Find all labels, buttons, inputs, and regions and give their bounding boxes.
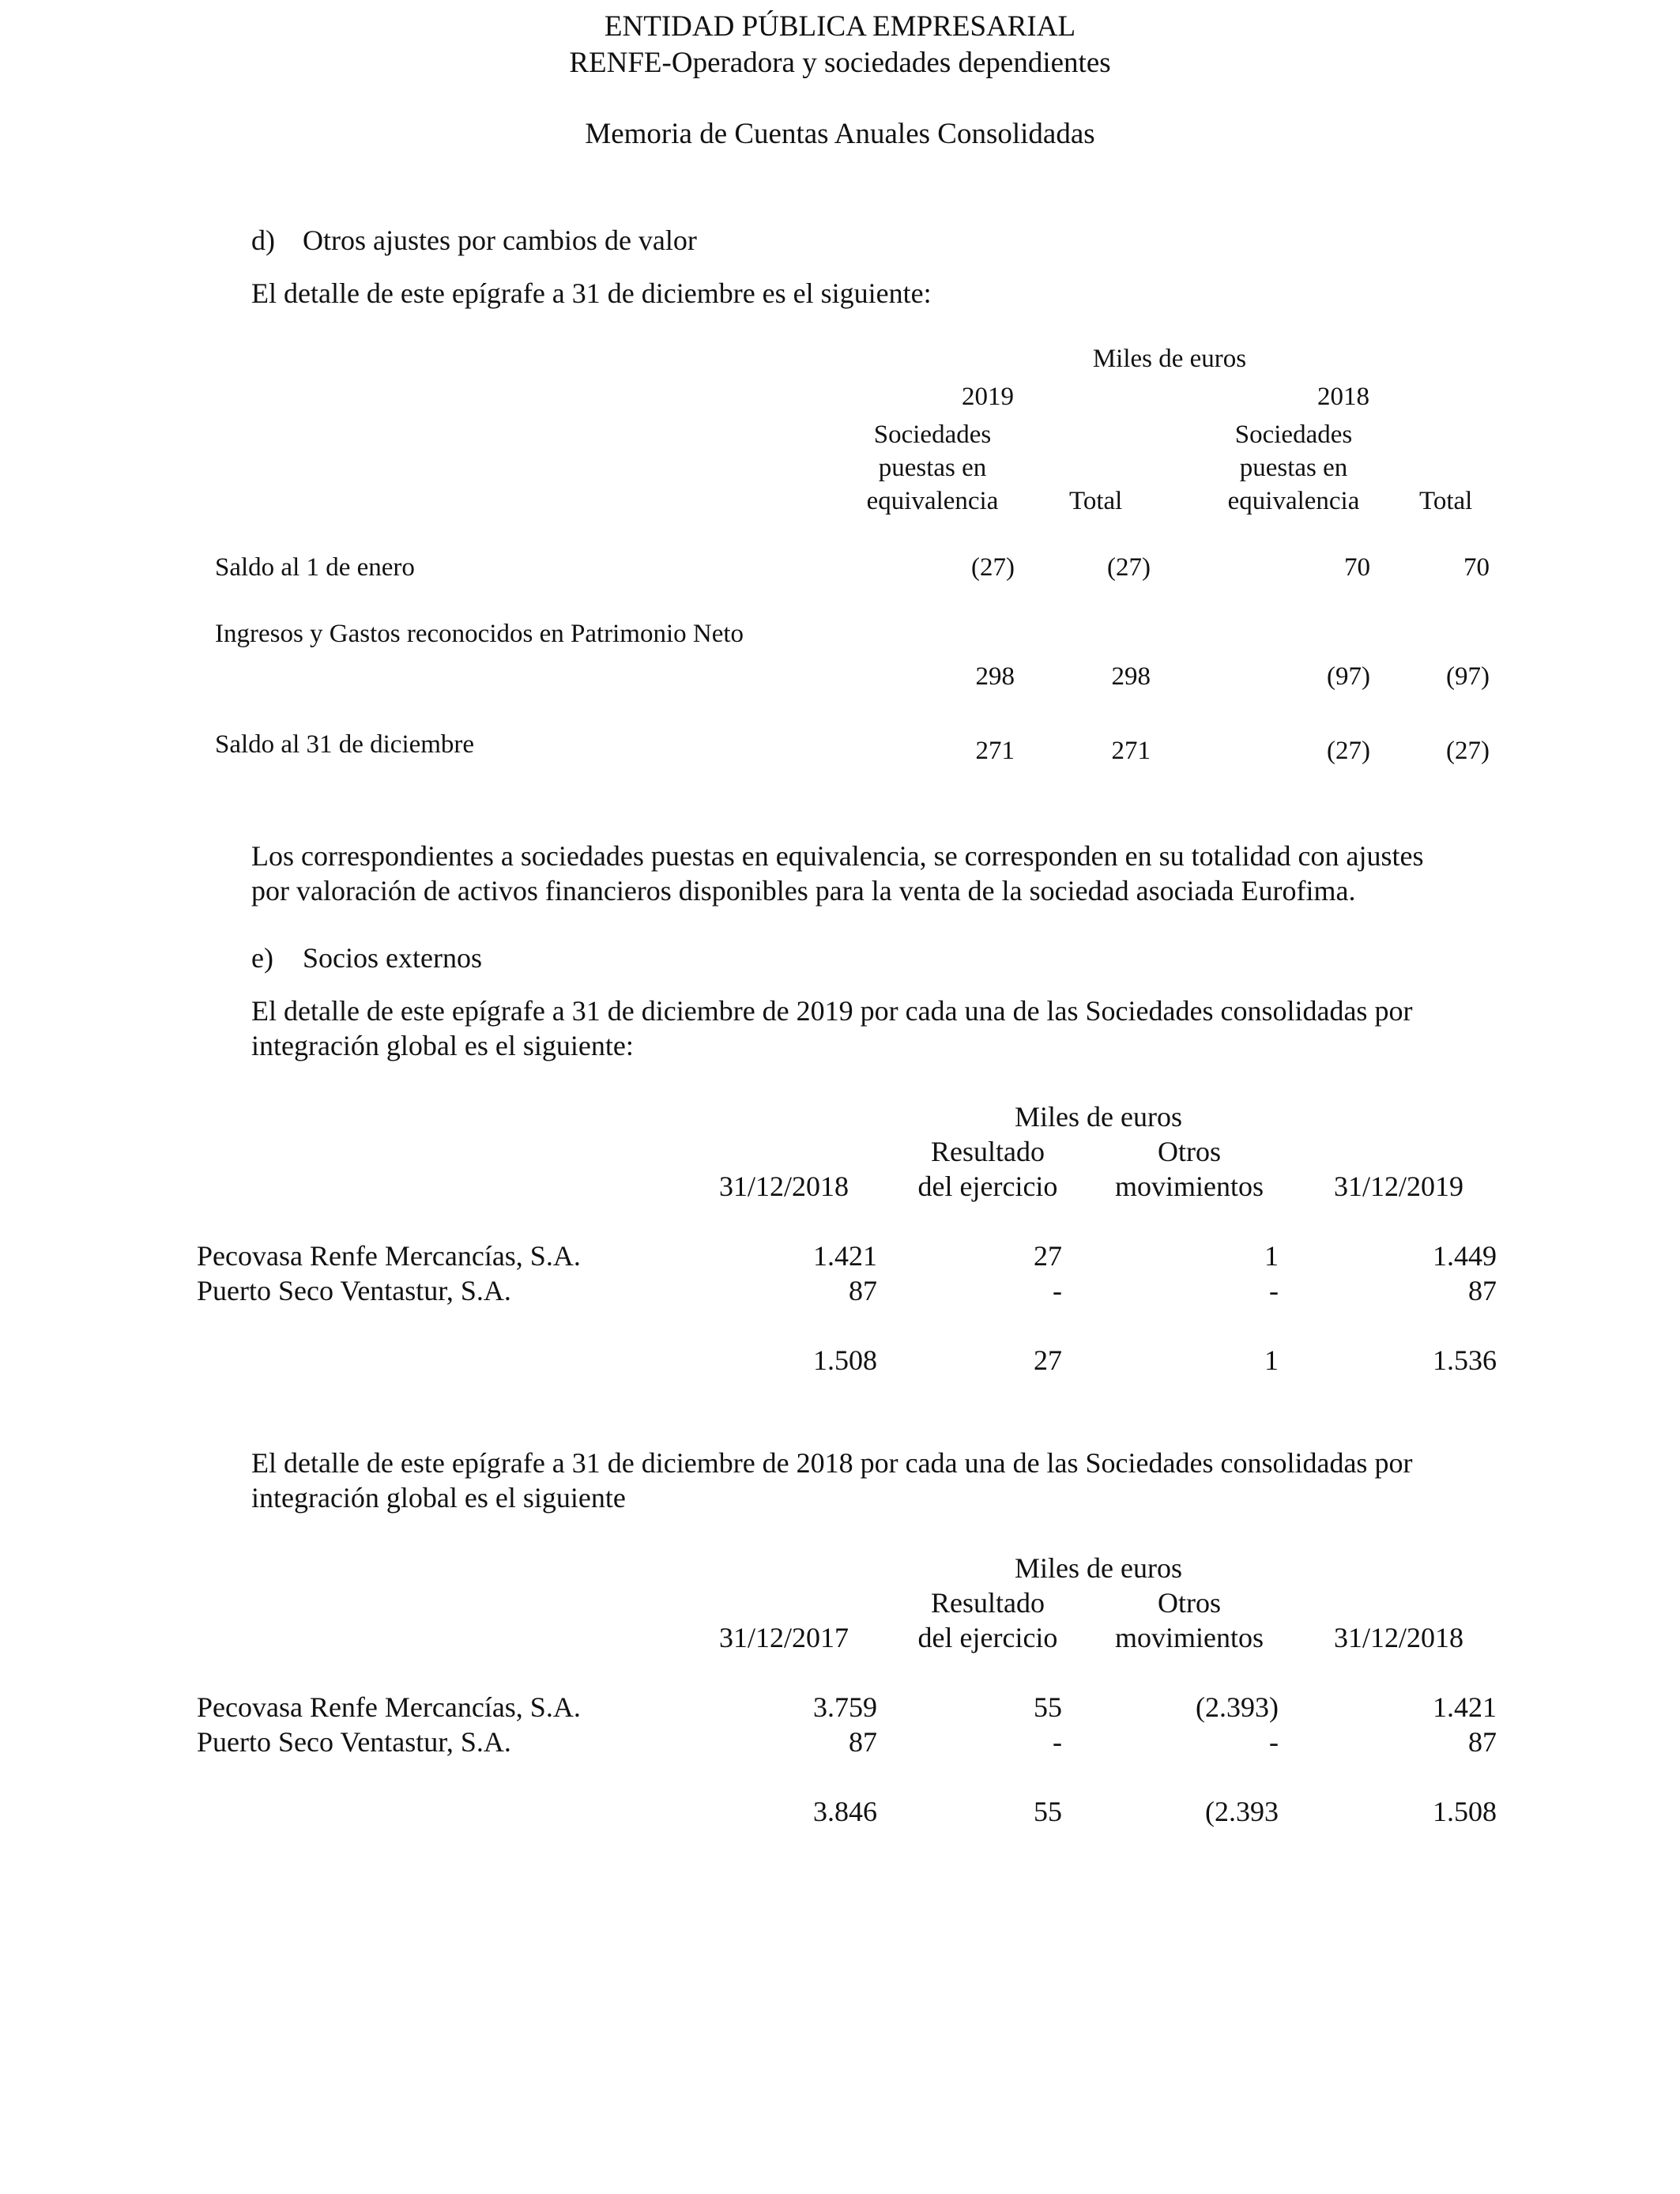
table2019-col2-l1: Resultado: [931, 1136, 1045, 1167]
table-d-cell: (27): [971, 553, 1015, 582]
table2019-total-cell: 1.536: [1433, 1344, 1497, 1376]
table2018-cell: 87: [1468, 1726, 1497, 1758]
table-d-col-soc-2019-l1: Sociedades: [873, 420, 992, 449]
section-e-intro2018-line1: El detalle de este epígrafe a 31 de diciembre de 2018 por cada una de las Sociedades consolidadas por: [251, 1447, 1413, 1479]
table2019-col4: 31/12/2019: [1334, 1171, 1464, 1202]
table2019-row-label: Pecovasa Renfe Mercancías, S.A.: [197, 1240, 581, 1272]
section-d-marker: d): [251, 224, 275, 256]
table2019-cell: -: [1053, 1275, 1062, 1306]
section-d-note-line2: por valoración de activos financieros disponibles para la venta de la sociedad asociada Eurofima.: [251, 875, 1356, 907]
table2018-row-label: Puerto Seco Ventastur, S.A.: [197, 1726, 511, 1758]
table-d-year-2019: 2019: [962, 383, 1014, 411]
table2018-cell: (2.393): [1196, 1691, 1279, 1723]
table2019-col1: 31/12/2018: [719, 1171, 849, 1202]
section-e-intro2018-line2: integración global es el siguiente: [251, 1482, 626, 1514]
table2018-col3-l2: movimientos: [1115, 1622, 1264, 1653]
header-entity: ENTIDAD PÚBLICA EMPRESARIAL: [604, 10, 1076, 43]
table2018-total-cell: 3.846: [813, 1796, 877, 1827]
header-document-title: Memoria de Cuentas Anuales Consolidadas: [585, 118, 1095, 150]
section-e-intro2019-line1: El detalle de este epígrafe a 31 de diciembre de 2019 por cada una de las Sociedades consolidadas por: [251, 995, 1413, 1027]
table-d-cell: 271: [975, 737, 1015, 765]
table2019-cell: 1: [1264, 1240, 1279, 1272]
table-d-col-soc-2019-l3: equivalencia: [866, 487, 999, 515]
table-d-cell: (97): [1327, 662, 1370, 691]
table2019-total-cell: 1: [1264, 1344, 1279, 1376]
table-d-cell: (97): [1446, 662, 1490, 691]
table2018-total-cell: 1.508: [1433, 1796, 1497, 1827]
table2018-row-label: Pecovasa Renfe Mercancías, S.A.: [197, 1691, 581, 1723]
table2018-cell: -: [1053, 1726, 1062, 1758]
table2019-cell: 1.449: [1433, 1240, 1497, 1272]
table-d-col-total-2018: Total: [1419, 487, 1473, 515]
table-d-row-label: Ingresos y Gastos reconocidos en Patrimonio Neto: [215, 620, 744, 648]
section-e-title: Socios externos: [303, 942, 482, 974]
table-d-col-soc-2018-l1: Sociedades: [1234, 420, 1353, 449]
table2018-col2-l1: Resultado: [931, 1587, 1045, 1619]
table2019-cell: 87: [1468, 1275, 1497, 1306]
table2019-total-cell: 1.508: [813, 1344, 877, 1376]
table2018-cell: 55: [1034, 1691, 1062, 1723]
table-d-cell: (27): [1327, 737, 1370, 765]
table2019-col2-l2: del ejercicio: [917, 1171, 1058, 1202]
table-d-cell: 271: [1111, 737, 1151, 765]
table-d-row-label: Saldo al 1 de enero: [215, 553, 415, 582]
section-d-title: Otros ajustes por cambios de valor: [303, 224, 697, 256]
table-d-cell: 298: [975, 662, 1015, 691]
table2018-total-cell: 55: [1034, 1796, 1062, 1827]
table2019-cell: -: [1269, 1275, 1279, 1306]
table2019-cell: 27: [1034, 1240, 1062, 1272]
section-e-marker: e): [251, 942, 273, 974]
table-d-col-soc-2019-l2: puestas en: [878, 454, 987, 482]
section-d-note-line1: Los correspondientes a sociedades puestas en equivalencia, se corresponden en su totalidad con ajustes: [251, 840, 1424, 872]
table-d-cell: 298: [1111, 662, 1151, 691]
section-e-intro2019-line2: integración global es el siguiente:: [251, 1030, 634, 1061]
table-d-cell: 70: [1463, 553, 1490, 582]
table2018-cell: 87: [849, 1726, 877, 1758]
table2019-row-label: Puerto Seco Ventastur, S.A.: [197, 1275, 511, 1306]
table-d-cell: 70: [1344, 553, 1370, 582]
table2018-total-cell: (2.393: [1205, 1796, 1279, 1827]
table2018-cell: 3.759: [813, 1691, 877, 1723]
table-d-cell: (27): [1446, 737, 1490, 765]
table2018-col4: 31/12/2018: [1334, 1622, 1464, 1653]
table2019-col3-l2: movimientos: [1115, 1171, 1264, 1202]
table2019-total-cell: 27: [1034, 1344, 1062, 1376]
table-d-col-soc-2018-l3: equivalencia: [1227, 487, 1360, 515]
table2018-cell: -: [1269, 1726, 1279, 1758]
table-d-col-soc-2018-l2: puestas en: [1239, 454, 1348, 482]
table-d-cell: (27): [1107, 553, 1151, 582]
table2019-cell: 1.421: [813, 1240, 877, 1272]
table2018-unit: Miles de euros: [1015, 1552, 1182, 1584]
table2018-col1: 31/12/2017: [719, 1622, 849, 1653]
table2019-col3-l1: Otros: [1158, 1136, 1221, 1167]
table2018-col3-l1: Otros: [1158, 1587, 1221, 1619]
table2019-unit: Miles de euros: [1015, 1101, 1182, 1133]
table2018-cell: 1.421: [1433, 1691, 1497, 1723]
table-d-col-total-2019: Total: [1069, 487, 1123, 515]
table-d-unit: Miles de euros: [1092, 345, 1247, 373]
table-d-row-label: Saldo al 31 de diciembre: [215, 730, 475, 759]
header-company: RENFE-Operadora y sociedades dependientes: [569, 47, 1111, 79]
table-d-year-2018: 2018: [1317, 383, 1369, 411]
table2019-cell: 87: [849, 1275, 877, 1306]
section-d-intro: El detalle de este epígrafe a 31 de diciembre es el siguiente:: [251, 277, 932, 309]
table2018-col2-l2: del ejercicio: [917, 1622, 1058, 1653]
